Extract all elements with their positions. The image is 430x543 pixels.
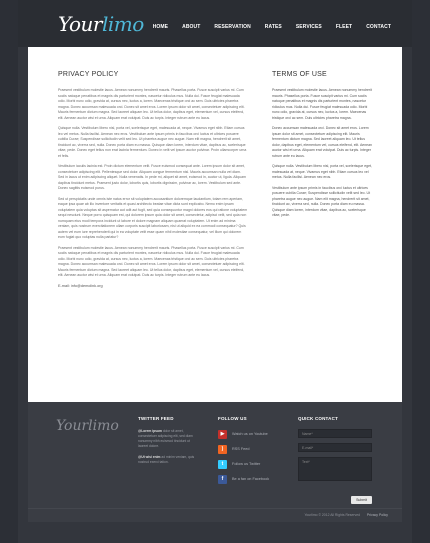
follow-rss[interactable]	[218, 444, 288, 454]
terms-paragraph: Quisque nulla. Vestibulum libero nisl, porta vel, scelerisque eget, malesuada at, neque. Vivamus eget nibh. Etiam cursus leo vel metus. Nulla facilisi. Aenean nec eros.	[272, 164, 372, 179]
nav-about[interactable]: ABOUT	[182, 24, 201, 30]
footer-logo[interactable]: Yourlimo	[56, 418, 119, 434]
message-field[interactable]: Text*	[298, 457, 372, 481]
privacy-column	[58, 71, 248, 288]
terms-column	[272, 71, 372, 224]
follow-us-title: FOLLOW US	[218, 416, 247, 421]
follow-label: Follow us Twitter	[232, 462, 261, 466]
contact-email[interactable]: E-mail: info@demolink.org	[58, 283, 103, 288]
nav-fleet[interactable]: FLEET	[335, 24, 353, 30]
site-footer	[28, 402, 402, 522]
site-logo[interactable]	[58, 12, 144, 36]
tweet-text: ad minim veniam, quis nostrud exerci tation.	[138, 455, 195, 464]
follow-twitter[interactable]	[218, 459, 288, 469]
nav-reservation[interactable]: RESERVATION	[214, 24, 251, 30]
tweet-user[interactable]: @Lorem ipsum	[138, 429, 162, 433]
twitter-feed	[138, 416, 198, 471]
nav-rates[interactable]: RATES	[264, 24, 282, 30]
youtube-icon: ▶	[218, 430, 227, 439]
terms-paragraph: Donec accumsan malesuada orci. Donec sit amet eros. Lorem ipsum dolor sit amet, consectetuer adipiscing elit. Mauris fermentum dictum magna. Sed laoreet aliquam leo. Ut tellus dolor, dapibus eget, elementum vel, cursus eleifend, elit. Aenean auctor wisi et urna. Aliquam erat volutpat. Duis ac turpis. Integer rutrum ante eu lacus.	[272, 126, 373, 158]
privacy-paragraph: Vestibulum iaculis lacinia est. Proin dictum elementum velit. Fusce euismod consequat ante. Lorem ipsum dolor sit amet, consectetuer adipiscing elit. Pellentesque sed dolor. Aliquam congue fermentum nisl. Mauris accumsan nulla vel diam. Sed in lacus ut enim adipiscing aliquet. Nulla venenatis. In pede mi, aliquet sit amet, euismod in, auctor ut, ligula. Aliquam dapibus tincidunt metus. Praesent justo dolor, lobortis quis, lobortis dignissim, pulvinar ac, lorem. Vestibulum sed ante. Donec sagittis euismod purus.	[58, 164, 246, 190]
follow-label: RSS Feed	[232, 447, 250, 451]
nav-services[interactable]: SERVICES	[295, 24, 322, 30]
terms-title: TERMS OF USE	[272, 71, 327, 78]
footer-bottom-bar	[28, 508, 402, 522]
quick-contact-title: QUICK CONTACT	[298, 416, 339, 421]
terms-paragraph: Praesent vestibulum molestie lacus. Aenean nonummy hendrerit mauris. Phasellus porta. Fusce suscipit varius mi. Cum sociis natoque penatibus et magnis dis parturient montes, nascetur ridiculus mus. Nulla dui. Fusce feugiat malesuada odio. Morbi nunc odio, gravida at, cursus nec, luctus a, lorem. Maecenas tristique orci ac sem. Duis ultricies pharetra magna.	[272, 88, 372, 120]
follow-us	[218, 416, 288, 489]
logo-prefix: Your	[58, 12, 102, 36]
privacy-paragraph: Quisque nulla. Vestibulum libero nisl, porta vel, scelerisque eget, malesuada at, neque. Vivamus eget nibh. Etiam cursus leo vel metus. Nulla facilisi. Aenean nec eros. Vestibulum ante ipsum primis in faucibus orci luctus et ultrices posuere cubilia Curae; Suspendisse sollicitudin velit sed leo. Ut pharetra augue nec augue. Nam elit magna, hendrerit sit amet, tincidunt ac, viverra sed, nulla. Donec porta diam eu massa. Quisque diam lorem, interdum vitae, dapibus ac, scelerisque vitae, pede. Donec eget tellus non erat lacinia fermentum. Donec in velit vel ipsum auctor pulvinar. Proin ullamcorper urna et felis.	[58, 126, 247, 158]
tweet	[138, 429, 198, 449]
main-content	[28, 47, 402, 402]
follow-label: Watch us on Youtube	[232, 432, 268, 436]
terms-paragraph: Vestibulum ante ipsum primis in faucibus orci luctus et ultrices posuere cubilia Curae; Suspendisse sollicitudin velit sed leo. Ut pharetra augue nec augue. Nam elit magna, hendrerit sit amet, tincidunt ac, viverra sed, nulla. Donec porta diam eu massa. Quisque diam lorem, interdum vitae, dapibus ac, scelerisque vitae, pede.	[272, 185, 371, 217]
nav-contact[interactable]: CONTACT	[366, 24, 391, 30]
privacy-title: PRIVACY POLICY	[58, 71, 119, 78]
quick-contact	[298, 416, 378, 502]
privacy-paragraph: Praesent vestibulum molestie lacus. Aenean nonummy hendrerit mauris. Phasellus porta. Fusce suscipit varius mi. Cum sociis natoque penatibus et magnis dis parturient montes, nascetur ridiculus mus. Nulla dui. Fusce feugiat malesuada odio. Morbi nunc odio, gravida at, cursus nec, luctus a, lorem. Maecenas tristique orci ac sem. Duis ultricies pharetra magna. Donec accumsan malesuada orci. Donec sit amet eros. Lorem ipsum dolor sit amet, consectetuer adipiscing elit. Mauris fermentum dictum magna. Sed laoreet aliquam leo. Ut tellus dolor, dapibus eget, elementum vel, cursus eleifend, elit. Aenean auctor wisi et urna. Aliquam erat volutpat. Duis ac turpis. Integer rutrum ante eu lacus.	[58, 245, 245, 277]
rss-icon: )	[218, 445, 227, 454]
privacy-paragraph: Praesent vestibulum molestie lacus. Aenean nonummy hendrerit mauris. Phasellus porta. Fusce suscipit varius mi. Cum sociis natoque penatibus et magnis dis parturient montes, nascetur ridiculus mus. Nulla dui. Fusce feugiat malesuada odio. Morbi nunc odio, gravida at, cursus nec, luctus a, lorem. Maecenas tristique orci ac sem. Duis ultricies pharetra magna. Donec accumsan malesuada orci. Donec sit amet eros. Lorem ipsum dolor sit amet, consectetuer adipiscing elit. Mauris fermentum dictum magna. Sed laoreet aliquam leo. Ut tellus dolor, dapibus eget, elementum vel, cursus eleifend, elit. Aenean auctor wisi et urna. Aliquam erat volutpat. Duis ac turpis. Integer rutrum ante eu lacus.	[58, 88, 245, 120]
tweet	[138, 455, 198, 465]
tweet-user[interactable]: @Ut wisi enim	[138, 455, 161, 459]
logo-suffix: limo	[101, 12, 144, 36]
site-header	[18, 0, 412, 47]
follow-facebook[interactable]	[218, 474, 288, 484]
main-nav	[146, 24, 398, 30]
privacy-policy-link[interactable]: Privacy Policy	[366, 513, 388, 517]
submit-button[interactable]: Submit	[351, 496, 372, 504]
follow-label: Be a fan on Facebook	[232, 477, 270, 481]
privacy-paragraph: Sed ut perspiciatis unde omnis iste natus error sit voluptatem accusantium doloremque laudantium, totam rem aperiam, eaque ipsa quae ab illo inventore veritatis et quasi architecto beatae vitae dicta sunt explicabo. Nemo enim ipsam voluptatem quia voluptas sit aspernatur aut odit aut fugit, sed quia consequuntur magni dolores eos qui ratione voluptatem sequi nesciunt. Neque porro quisquam est, qui dolorem ipsum quia dolor sit amet, consectetur, adipisci velit, sed quia non numquam eius modi tempora incidunt ut labore et dolore magnam aliquam quaerat voluptatem. Ut enim ad minima veniam, quis nostrum exercitationem ullam corporis suscipit laboriosam, nisi ut aliquid ex ea commodi consequatur? Quis autem vel eum iure reprehenderit qui in ea voluptate velit esse quam nihil molestiae consequatur, vel illum qui dolorem eum fugiat quo voluptas nulla pariatur?	[58, 196, 248, 239]
email-field[interactable]: E-mail*	[298, 443, 372, 452]
nav-home[interactable]: HOME	[152, 24, 169, 30]
tweet-text: dolor sit amet, consectetuer adipiscing elit, sed diam nonummy nibh euismod tincidunt ut laoreet dolore.	[138, 429, 193, 448]
name-field[interactable]: Name*	[298, 429, 372, 438]
copyright: Yourlimo © 2012 All Rights Reserved	[304, 513, 360, 517]
twitter-feed-title: TWITTER FEED	[138, 416, 174, 421]
follow-youtube[interactable]	[218, 429, 288, 439]
twitter-icon: t	[218, 460, 227, 469]
facebook-icon: f	[218, 475, 227, 484]
